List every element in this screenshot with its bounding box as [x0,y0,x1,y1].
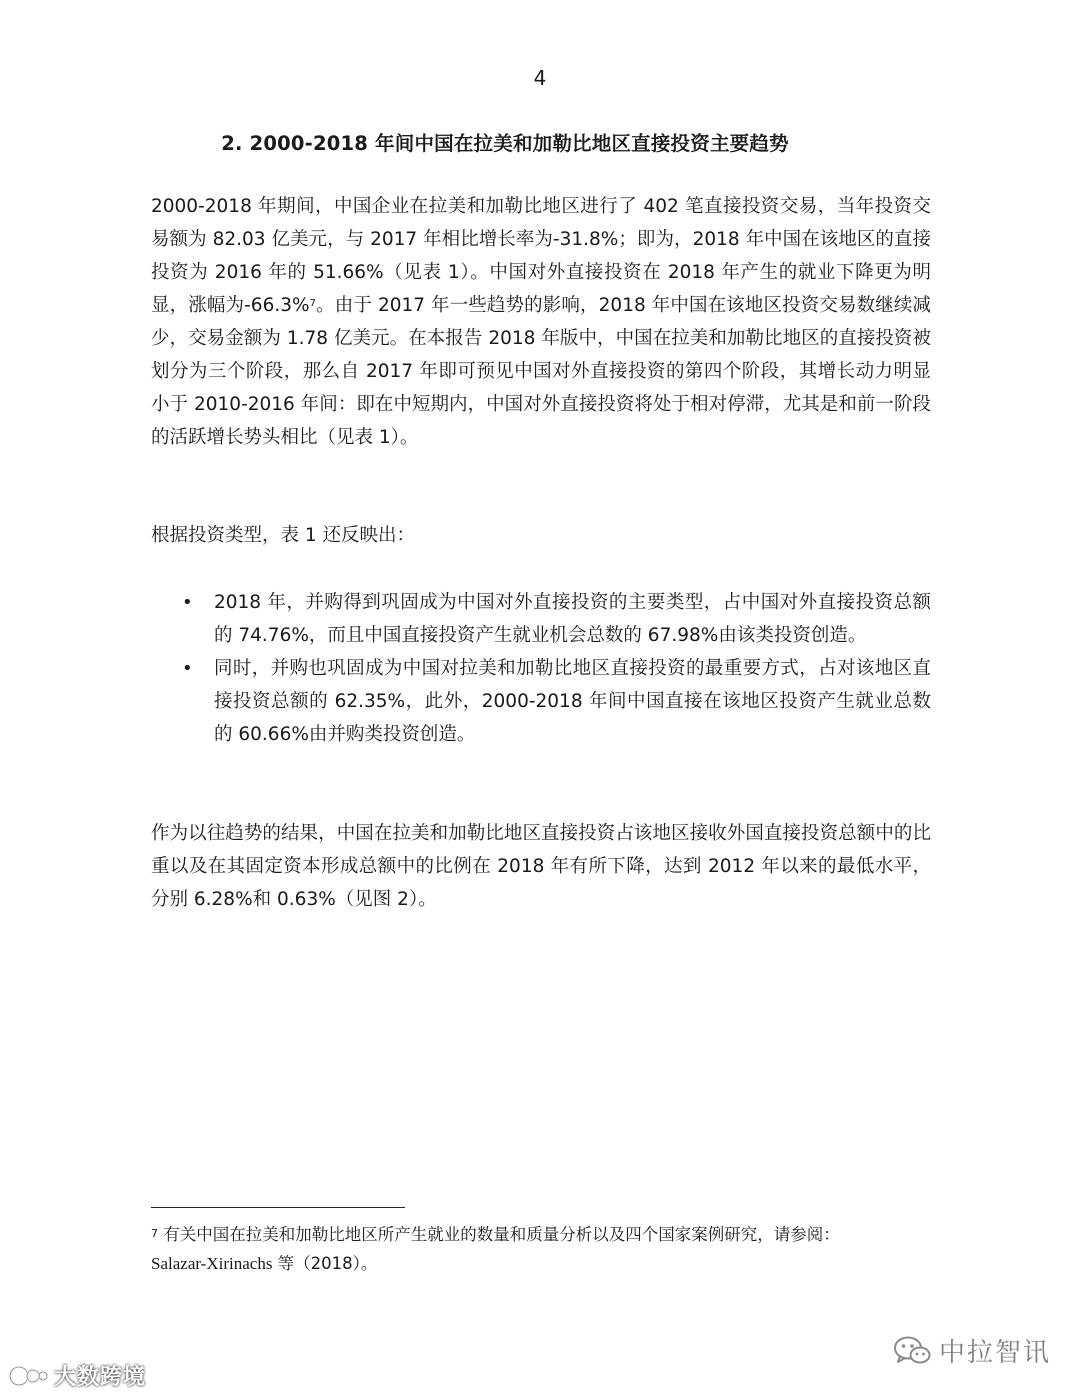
paragraph-trends-text-b: 。由于 2017 年一些趋势的影响，2018 年中国在该地区投资交易数继续减少，交易金额为 1.78 亿美元。在本报告 2018 年版中，中国在拉美和加勒比地区的直接投资被划分为三个阶段，那么自 2017 年即可预见中国对外直接投资的第四个阶段，其增长动力明显小于 2010-2016 年间：即在中短期内，中国对外直接投资将处于相对停滞，尤其是和前一阶段的活跃增长势头相比（见表 1）。 [151,295,931,448]
bullet-icon: • [182,658,193,679]
footnote-marker: 7 [151,1227,158,1240]
watermark-brand [6,1360,146,1391]
bullet-item [151,586,931,652]
bullet-icon: • [182,592,193,613]
footnote [151,1220,933,1278]
bullet-text: 2018 年，并购得到巩固成为中国对外直接投资的主要类型，占中国对外直接投资总额的 74.76%，而且中国直接投资产生就业机会总数的 67.98%由该类投资创造。 [214,592,931,646]
brand-logo-icon [6,1363,50,1389]
paragraph-investment-type: 根据投资类型，表 1 还反映出： [151,525,416,546]
paragraph-conclusion: 作为以往趋势的结果，中国在拉美和加勒比地区直接投资占该地区接收外国直接投资总额中的比重以及在其固定资本形成总额中的比例在 2018 年有所下降，达到 2012 年以来的最低水平，分别 6.28%和 0.63%（见图 2）。 [151,823,931,910]
page-number: 4 [533,66,547,90]
watermark-left-text: 大数跨境 [54,1365,147,1390]
watermark-right-text: 中拉智讯 [939,1338,1052,1368]
bullet-list [151,586,931,751]
footnote-divider [151,1207,405,1208]
paragraph-trends-text-a: 2000-2018 年期间，中国企业在拉美和加勒比地区进行了 402 笔直接投资交易，当年投资交易额为 82.03 亿美元，与 2017 年相比增长率为-31.8%；即为，2018 年中国在该地区的直接投资为 2016 年的 51.66%（见表 1）。中国对外直接投资在 2018 年产生的就业下降更为明显，涨幅为-66.3% [151,196,931,316]
footnote-text: 有关中国在拉美和加勒比地区所产生就业的数量和质量分析以及四个国家案例研究，请参阅： [163,1225,840,1244]
footnote-year: 等（2018）。 [272,1254,378,1273]
paragraph-trends [151,190,931,454]
watermark-wechat [893,1332,1051,1369]
footnote-author: Salazar-Xirinachs [151,1254,273,1273]
section-title: 2. 2000-2018 年间中国在拉美和加勒比地区直接投资主要趋势 [221,132,789,155]
bullet-text: 同时，并购也巩固成为中国对拉美和加勒比地区直接投资的最重要方式，占对该地区直接投资总额的 62.35%，此外，2000-2018 年间中国直接在该地区投资产生就业总数的 60.66%由并购类投资创造。 [214,658,931,745]
footnote-reference: 7 [309,298,316,309]
wechat-icon [893,1335,931,1367]
bullet-item [151,652,931,751]
